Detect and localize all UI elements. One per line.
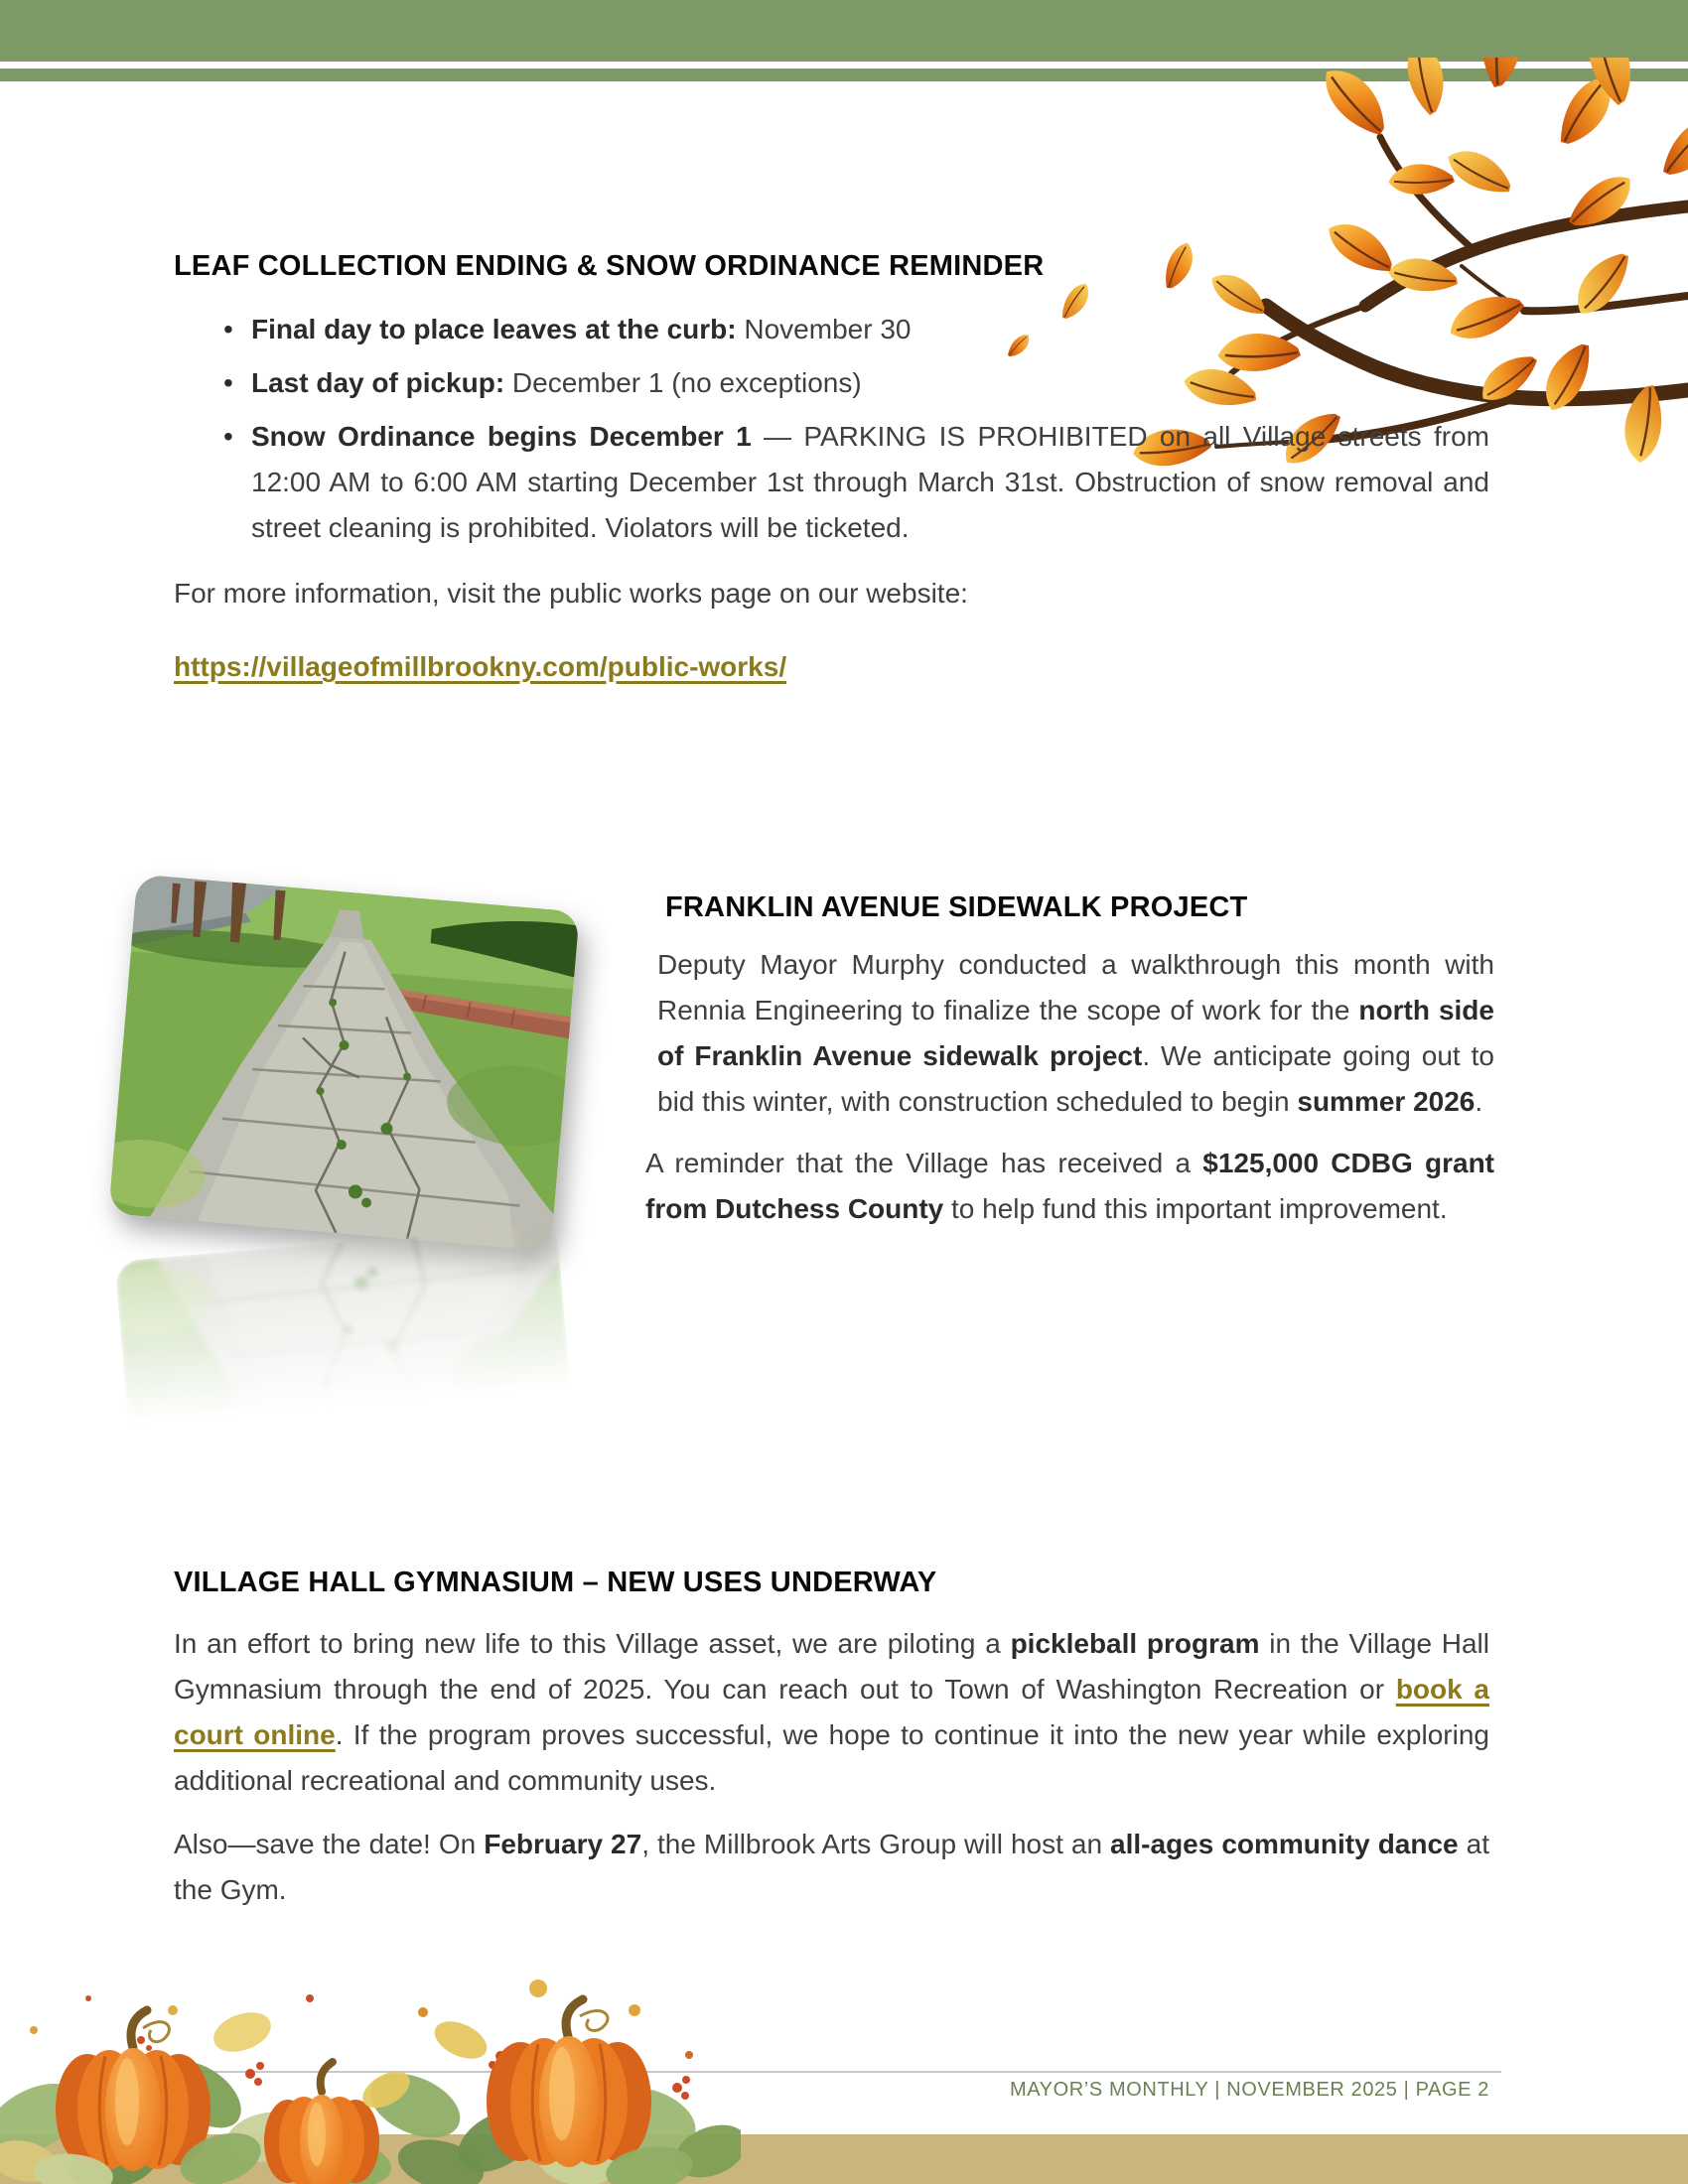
- bullet-icon: •: [223, 421, 233, 452]
- bullet-text: November 30: [736, 314, 912, 344]
- franklin-section: [645, 891, 1494, 1232]
- public-works-link-line: [174, 644, 1489, 690]
- public-works-link[interactable]: https://villageofmillbrookny.com/public-works/: [174, 651, 787, 682]
- gymnasium-section: [174, 1567, 1489, 1913]
- bullet-text: December 1 (no exceptions): [504, 367, 862, 398]
- book-court-link[interactable]: book a court online: [174, 1674, 1490, 1750]
- list-item: [174, 414, 1489, 551]
- bullet-bold-text: Final day to place leaves at the curb:: [251, 314, 737, 344]
- pumpkin-border-icon: [0, 1971, 741, 2184]
- sidewalk-photo: [108, 875, 580, 1252]
- leaf-collection-section: [174, 250, 1489, 718]
- list-item: [174, 307, 1489, 352]
- top-green-bar: [0, 0, 1688, 62]
- list-item: [174, 360, 1489, 406]
- bullet-icon: •: [223, 367, 233, 398]
- franklin-paragraph-1: Deputy Mayor Murphy conducted a walkthrough this month with Rennia Engineering to finalize the scope of work for the north side of Franklin Avenue sidewalk project. We anticipate going out to bid this winter, with construction scheduled to begin summer 2026.: [657, 949, 1494, 1117]
- franklin-section-heading: FRANKLIN AVENUE SIDEWALK PROJECT: [665, 891, 1248, 923]
- bullet-icon: •: [223, 314, 233, 344]
- sidewalk-photo-reflection: [114, 1224, 586, 1601]
- bullet-bold-text: Snow Ordinance begins December 1: [251, 421, 752, 452]
- bullet-bold-text: Last day of pickup:: [251, 367, 505, 398]
- bullet-text: — PARKING IS PROHIBITED on all Village streets from 12:00 AM to 6:00 AM starting December 1st through March 31st. Obstruction of snow removal and street cleaning is prohibited. Violators will be ticketed.: [251, 421, 1489, 543]
- gymnasium-paragraph-2: Also—save the date! On February 27, the Millbrook Arts Group will host an all-ages community dance at the Gym.: [174, 1829, 1489, 1905]
- more-info-text: For more information, visit the public works page on our website:: [174, 578, 968, 609]
- footer-page-label: MAYOR’S MONTHLY | NOVEMBER 2025 | PAGE 2: [1009, 2079, 1489, 2101]
- leaf-section-heading: LEAF COLLECTION ENDING & SNOW ORDINANCE REMINDER: [174, 250, 1045, 282]
- sidewalk-photo-wrap: [117, 887, 574, 1641]
- franklin-paragraph-2: A reminder that the Village has received a $125,000 CDBG grant from Dutchess County to help fund this important improvement.: [645, 1148, 1494, 1224]
- gymnasium-paragraph-1: In an effort to bring new life to this Village asset, we are piloting a pickleball program in the Village Hall Gymnasium through the end of 2025. You can reach out to Town of Washington Recreation or book a court online. If the program proves successful, we hope to continue it into the new year while exploring additional recreational and community uses.: [174, 1628, 1490, 1796]
- gymnasium-section-heading: VILLAGE HALL GYMNASIUM – NEW USES UNDERWAY: [174, 1567, 937, 1598]
